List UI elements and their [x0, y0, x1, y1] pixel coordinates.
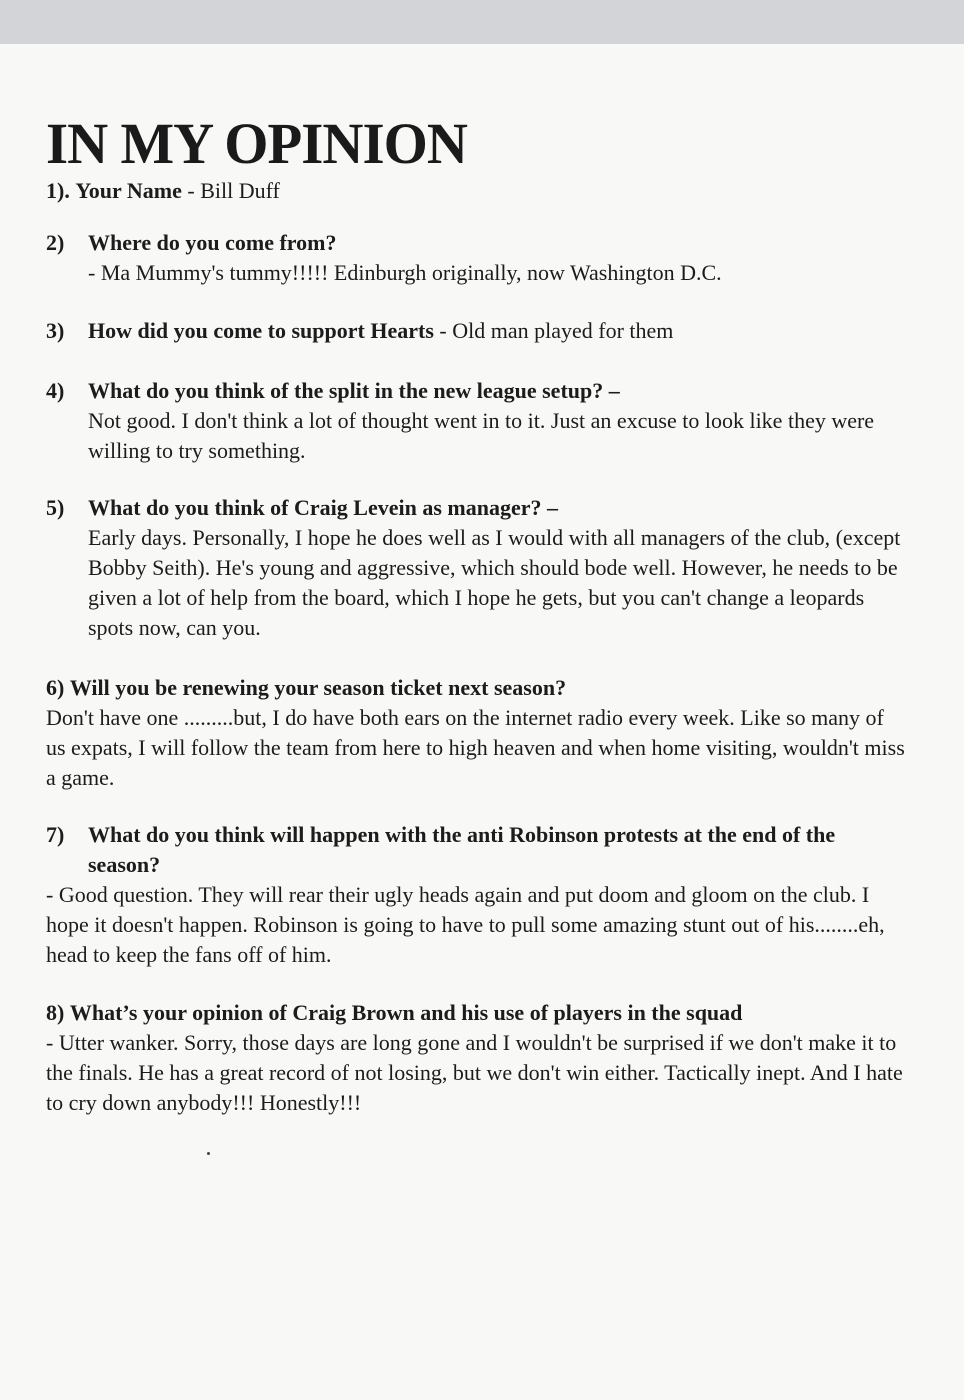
- answer-text: Bill Duff: [200, 178, 280, 203]
- question-7: [46, 820, 906, 970]
- answer-text: Not good. I don't think a lot of thought went in to it. Just an excuse to look like they were willing to try something.: [88, 408, 875, 463]
- answer-text: - Good question. They will rear their ugly heads again and put doom and gloom on the club. I hope it doesn't happen. Robinson is going to have to pull some amazing stunt out of his........eh, head to keep the fans off of him.: [46, 882, 885, 967]
- question-4: [46, 376, 906, 466]
- answer-text: - Utter wanker. Sorry, those days are long gone and I wouldn't be surprised if we don't make it to the finals. He has a great record of not losing, but we don't win either. Tactically inept. And I hate to cry down anybody!!! Honestly!!!: [46, 1030, 903, 1115]
- question-number: 6): [46, 675, 65, 700]
- question-number: 2): [46, 230, 65, 255]
- ink-speck: [207, 1152, 210, 1155]
- question-number: 5): [46, 495, 65, 520]
- answer-separator: -: [433, 318, 453, 343]
- question-number: 3): [46, 318, 65, 343]
- question-number: 1).: [46, 178, 70, 203]
- question-number: 4): [46, 378, 65, 403]
- question-text: Will you be renewing your season ticket next season?: [69, 675, 567, 700]
- page-title: IN MY OPINION: [46, 111, 467, 176]
- question-1: [46, 176, 906, 206]
- question-text: Where do you come from?: [88, 230, 337, 255]
- question-6: [46, 673, 906, 793]
- answer-text: Don't have one .........but, I do have both ears on the internet radio every week. Like so many of us expats, I will follow the team from here to high heaven and when home visiting, wouldn't miss a game.: [46, 705, 905, 790]
- question-number: 7): [46, 822, 65, 847]
- question-text: What do you think of the split in the new league setup? –: [88, 378, 620, 403]
- question-text: What’s your opinion of Craig Brown and his use of players in the squad: [69, 1000, 743, 1025]
- answer-text: Early days. Personally, I hope he does well as I would with all managers of the club, (except Bobby Seith). He's young and aggressive, which should bode well. However, he needs to be given a lot of help from the board, which I hope he gets, but you can't change a leopards spots now, can you.: [88, 525, 901, 640]
- question-number: 8): [46, 1000, 65, 1025]
- question-2: [46, 228, 906, 288]
- question-3: [46, 316, 906, 346]
- questionnaire: [46, 176, 906, 1118]
- question-text: What do you think will happen with the anti Robinson protests at the end of the season?: [88, 822, 836, 877]
- answer-text: - Ma Mummy's tummy!!!!! Edinburgh originally, now Washington D.C.: [88, 260, 722, 285]
- question-5: [46, 493, 906, 643]
- question-7-heading: [46, 820, 906, 880]
- answer-text: Old man played for them: [452, 318, 674, 343]
- question-text: What do you think of Craig Levein as manager? –: [88, 495, 558, 520]
- answer-separator: -: [181, 178, 201, 203]
- scanner-top-edge: [0, 0, 964, 46]
- question-text: Your Name: [75, 178, 182, 203]
- question-8: [46, 998, 906, 1118]
- question-text: How did you come to support Hearts: [88, 318, 434, 343]
